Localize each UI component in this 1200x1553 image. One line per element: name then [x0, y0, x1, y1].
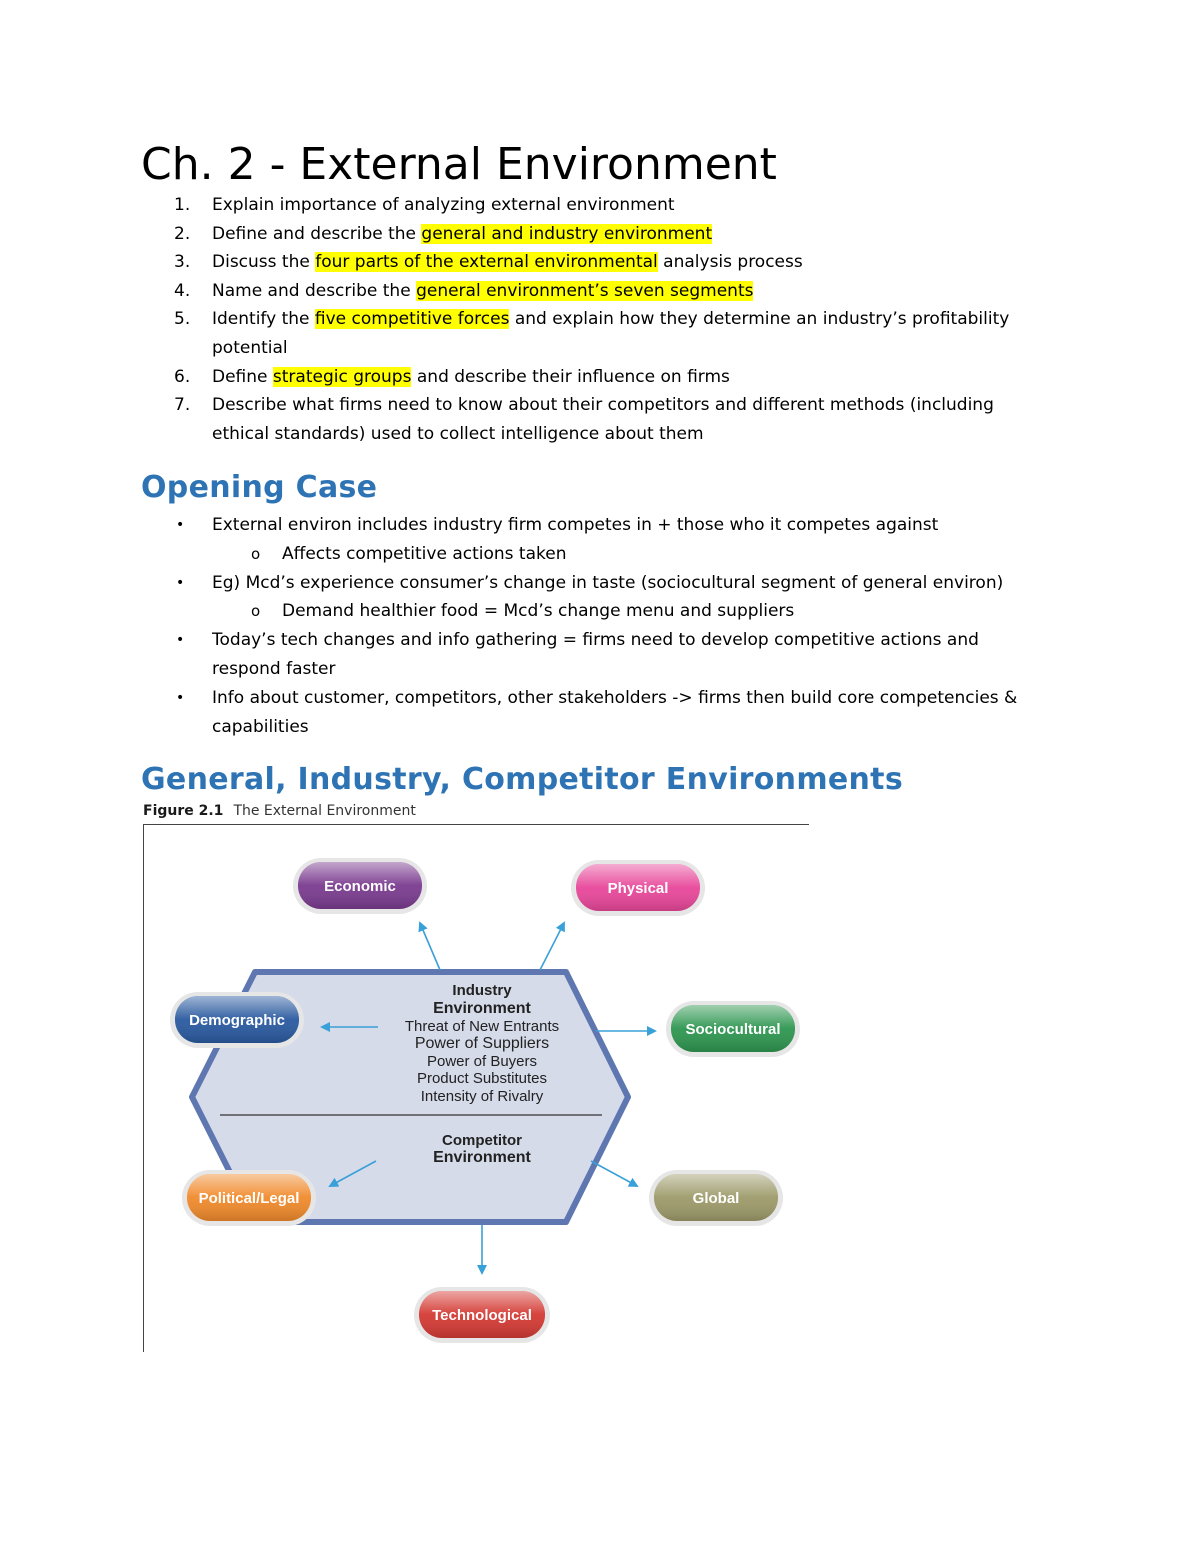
pill-economic-label: Economic [324, 878, 396, 895]
objective-number: 6. [174, 366, 191, 387]
pill-physical-label: Physical [607, 880, 669, 897]
bullet-text: Today’s tech changes and info gathering = firms need to develop competitive actions and respond faster [212, 630, 979, 679]
objectives-list [141, 191, 1051, 448]
industry-force-3: Power of Buyers [426, 1053, 538, 1070]
objective-item [141, 305, 1051, 362]
bullet-item [141, 626, 1051, 684]
objective-text: Name and describe the [212, 280, 417, 301]
pill-technological [414, 1287, 550, 1343]
bullet-marker: • [176, 574, 185, 591]
industry-title-2: Environment [433, 1000, 531, 1017]
highlighted-text: general and industry environment [421, 223, 713, 244]
pill-demographic [170, 992, 304, 1048]
page-title: Ch. 2 - External Environment [141, 139, 777, 190]
highlighted-text: four parts of the external environmental [315, 252, 658, 273]
bullet-marker: o [251, 544, 261, 563]
objective-text: Describe what firms need to know about their competitors and different methods (including ethical standards) used to collect intelligence about them [212, 395, 994, 444]
sub-bullet-item [141, 597, 1051, 626]
pill-political [182, 1170, 316, 1226]
bullet-item [141, 569, 1051, 598]
pill-global [649, 1170, 783, 1226]
bullet-marker: o [251, 602, 261, 621]
pill-sociocultural-label: Sociocultural [685, 1021, 781, 1038]
industry-force-1: Threat of New Entrants [404, 1018, 560, 1035]
pill-sociocultural [666, 1001, 800, 1057]
bullet-item [141, 511, 1051, 540]
highlighted-text: strategic groups [272, 366, 412, 387]
objective-number: 1. [174, 195, 191, 215]
arrow-economic [420, 923, 440, 970]
industry-force-5: Intensity of Rivalry [420, 1088, 544, 1105]
objective-number: 4. [174, 280, 191, 301]
bullet-marker: • [176, 632, 185, 649]
industry-force-4: Product Substitutes [416, 1070, 548, 1087]
industry-force-2: Power of Suppliers [414, 1035, 550, 1052]
objective-text: Discuss the [212, 252, 316, 273]
opening-case-list [141, 511, 1051, 741]
objective-item [141, 248, 1051, 277]
bullet-text: External environ includes industry firm competes in + those who it competes against [212, 515, 939, 535]
objective-text: Identify the [212, 309, 315, 330]
objective-item [141, 277, 1051, 306]
arrow-global [591, 1161, 637, 1186]
environments-heading: General, Industry, Competitor Environments [141, 762, 903, 797]
bullet-marker: • [176, 689, 185, 706]
objective-text: Define [212, 366, 273, 387]
bullet-text: Info about customer, competitors, other stakeholders -> firms then build core competencies & capabilities [212, 687, 1018, 737]
objective-number: 5. [174, 309, 191, 330]
objective-item [141, 220, 1051, 249]
objective-item [141, 391, 1051, 448]
figure-title: The External Environment [233, 803, 416, 819]
objective-text: and describe their influence on firms [411, 366, 730, 387]
sub-bullet-item [141, 540, 1051, 569]
arrow-physical [540, 923, 564, 970]
pill-technological-label: Technological [432, 1307, 532, 1324]
objective-item [141, 191, 1051, 220]
competitor-title-2: Environment [433, 1149, 531, 1166]
objective-number: 2. [174, 223, 191, 244]
objective-number: 3. [174, 252, 191, 273]
pill-political-label: Political/Legal [198, 1190, 300, 1207]
external-environment-figure [140, 798, 810, 1358]
bullet-marker: • [176, 517, 185, 533]
pill-physical [571, 860, 705, 916]
objective-text: Define and describe the [212, 223, 422, 244]
figure-caption [143, 802, 416, 820]
highlighted-text: five competitive forces [314, 309, 510, 330]
pill-economic [293, 858, 427, 914]
bullet-text: Eg) Mcd’s experience consumer’s change in taste (sociocultural segment of general environ) [212, 572, 1004, 593]
opening-case-heading: Opening Case [141, 470, 378, 505]
objective-item [141, 363, 1051, 392]
figure-number: Figure 2.1 [143, 803, 224, 819]
objective-text: and explain how they determine an industry’s profitability potential [212, 309, 1010, 358]
pill-global-label: Global [692, 1190, 740, 1207]
competitor-title-1: Competitor [442, 1132, 522, 1149]
objective-text: Explain importance of analyzing external environment [212, 195, 675, 215]
bullet-text: Demand healthier food = Mcd’s change menu and suppliers [282, 601, 795, 622]
objective-number: 7. [174, 395, 191, 416]
objective-text: analysis process [657, 252, 803, 273]
bullet-text: Affects competitive actions taken [282, 543, 567, 564]
environment-diagram [140, 825, 810, 1355]
highlighted-text: general environment’s seven segments [416, 280, 754, 301]
bullet-item [141, 684, 1051, 742]
pill-demographic-label: Demographic [189, 1012, 285, 1029]
industry-title-1: Industry [452, 982, 512, 999]
